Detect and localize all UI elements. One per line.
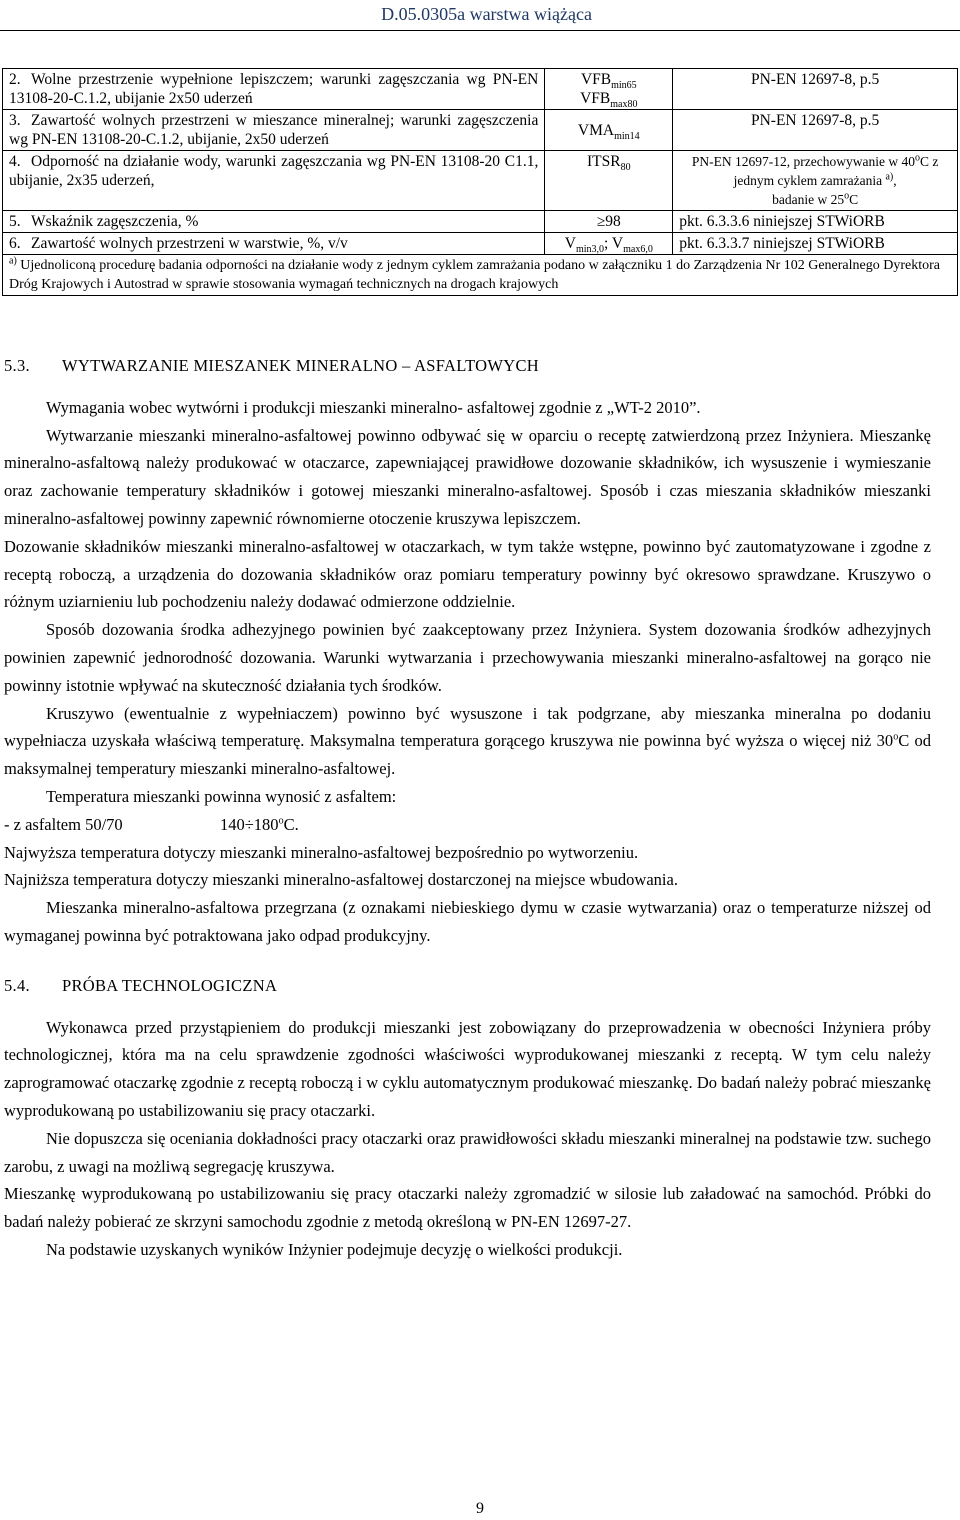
paragraph: Mieszanka mineralno-asfaltowa przegrzana (z oznakami niebieskiego dymu w czasie wytwarzania) oraz o temperaturze niższej od wymaganej powinna być potraktowana jako odpad produkcyjny. [4, 898, 931, 945]
paragraph: Mieszankę wyprodukowaną po ustabilizowaniu się pracy otaczarki należy zgromadzić w silosie lub załadować na samochód. Próbki do badań należy pobierać ze skrzyni samochodu zgodnie z metodą określoną w PN-EN 12697-27. [4, 1184, 931, 1232]
paragraph: Sposób dozowania środka adhezyjnego powinien być zaakceptowany przez Inżyniera. System dozowania środków adhezyjnych powinien zapewnić jednorodność dozowania. Warunki wytwarzania i przechowywania mieszanki mineralno-asfaltowej na gorąco nie powinny istotnie wpływać na skuteczność działania tych środków. [4, 620, 931, 695]
row-4-standard: PN-EN 12697-12, przechowywanie w 40$^o$C z jednym cyklem zamrażania $^{a)}$, badanie w 25$^o$C [673, 151, 958, 211]
paragraph: Najniższa temperatura dotyczy mieszanki mineralno-asfaltowej dostarczonej na miejsce wbudowania. [4, 870, 678, 890]
row-3-symbol: $VMA_{min14}$ [545, 110, 673, 151]
row-5-standard: pkt. 6.3.3.6 niniejszej STWiORB [673, 211, 958, 233]
section-5-4-heading: 5.4. PRÓBA TECHNOLOGICZNA [4, 975, 278, 995]
row-2-standard: PN-EN 12697-8, p.5 [673, 69, 958, 110]
paragraph: Wymagania wobec wytwórni i produkcji mieszanki mineralno- asfaltowej zgodnie z „WT-2 2010”. [46, 397, 701, 417]
table-footnote-row [3, 255, 958, 296]
paragraph: Temperatura mieszanki powinna wynosić z asfaltem: [46, 786, 397, 806]
row-4-symbol: $ITSR_{80}$ [545, 151, 673, 211]
table-row [3, 151, 958, 211]
table-footnote: $^{a)}$ Ujednoliconą procedurę badania odporności na działanie wody z jednym cyklem zamrażania podano w załączniku 1 do Zarządzenia Nr 102 Generalnego Dyrektora Dróg Krajowych i Autostrad w sprawie stosowania wymagań technicznych na drogach krajowych [3, 255, 958, 296]
header-rule [0, 30, 960, 31]
paragraph: Najwyższa temperatura dotyczy mieszanki mineralno-asfaltowej bezpośrednio po wytworzeniu. [4, 842, 639, 862]
row-2-description: 2. Wolne przestrzenie wypełnione lepiszczem; warunki zagęszczania wg PN-EN 13108-20-C.1.2, ubijanie 2x50 uderzeń [3, 69, 545, 110]
row-4-description: 4. Odporność na działanie wody, warunki zagęszczania wg PN-EN 13108-20 C1.1, ubijanie, 2x35 uderzeń, [3, 151, 545, 211]
row-3-description: 3. Zawartość wolnych przestrzeni w mieszance mineralnej; warunki zagęszczenia wg PN-EN 13108-20-C.1.2, ubijanie, 2x50 uderzeń [3, 110, 545, 151]
row-6-value: $V_{min3,0}$; $V_{max6,0}$ [545, 233, 673, 255]
section-5-3-heading: 5.3. WYTWARZANIE MIESZANEK MINERALNO – ASFALTOWYCH [4, 356, 540, 375]
row-6-description: 6. Zawartość wolnych przestrzeni w warstwie, %, v/v [3, 233, 545, 255]
row-2-symbol: $VFB_{min65}$ $VFB_{max80}$ [545, 69, 673, 110]
page-number: 9 [476, 1500, 484, 1517]
paragraph: - z asfaltem 50/70 $140\div 180^oC$. [4, 814, 299, 834]
row-5-description: 5. Wskaźnik zagęszczenia, % [3, 211, 545, 233]
paragraph: Wytwarzanie mieszanki mineralno-asfaltowej powinno odbywać się w oparciu o receptę zatwierdzoną przez Inżyniera. Mieszankę mineralno-asfaltową należy produkować w otaczarce, zapewniającej prawidłowe dozowanie składników, ich wysuszenie i wymieszanie oraz zachowanie temperatury składników i gotowej mieszanki mineralno-asfaltowej. Sposób i czas mieszania składników mieszanki mineralno-asfaltowej powinny zapewnić równomierne otoczenie kruszywa lepiszczem. [4, 425, 931, 528]
paragraph: Kruszywo (ewentualnie z wypełniaczem) powinno być wysuszone i tak podgrzane, aby mieszanka mineralna po dodaniu wypełniacza uzyskała właściwą temperaturę. Maksymalna temperatura gorącego kruszywa nie powinna być wyższa o więcej niż 30$^o$C od maksymalnej temperatury mieszanki mineralno-asfaltowej. [4, 703, 932, 779]
table-row [3, 211, 958, 233]
header-title: D.05.0305a warstwa wiążąca [381, 4, 592, 24]
requirements-table [2, 68, 958, 296]
table-row [3, 110, 958, 151]
table-row [3, 233, 958, 255]
paragraph: Nie dopuszcza się oceniania dokładności pracy otaczarki oraz prawidłowości składu mieszanki mineralnej na podstawie tzw. suchego zarobu, z uwagi na możliwą segregację kruszywa. [4, 1128, 931, 1176]
paragraph: Na podstawie uzyskanych wyników Inżynier podejmuje decyzję o wielkości produkcji. [46, 1239, 623, 1259]
row-5-value: ≥98 [545, 211, 673, 233]
row-6-standard: pkt. 6.3.3.7 niniejszej STWiORB [673, 233, 958, 255]
paragraph: Dozowanie składników mieszanki mineralno-asfaltowej w otaczarkach, w tym także wstępne, powinno być zautomatyzowane i zgodne z receptą roboczą, a urządzenia do dozowania składników oraz pomiaru temperatury powinny być okresowo sprawdzane. Kruszywo o różnym uziarnieniu lub pochodzeniu należy dodawać odmierzone oddzielnie. [4, 536, 931, 612]
row-3-standard: PN-EN 12697-8, p.5 [673, 110, 958, 151]
table-row [3, 69, 958, 110]
paragraph: Wykonawca przed przystąpieniem do produkcji mieszanki jest zobowiązany do przeprowadzenia w obecności Inżyniera próby technologicznej, która ma na celu sprawdzenie zgodności właściwości wyprodukowanej mieszanki z receptą. W tym celu należy zaprogramować otaczarkę zgodnie z receptą roboczą i w cyklu automatycznym produkować mieszankę. Do badań należy pobrać mieszankę wyprodukowaną po ustabilizowaniu się pracy otaczarki. [4, 1017, 931, 1120]
page-header [0, 2, 960, 30]
body-content [4, 352, 931, 1264]
